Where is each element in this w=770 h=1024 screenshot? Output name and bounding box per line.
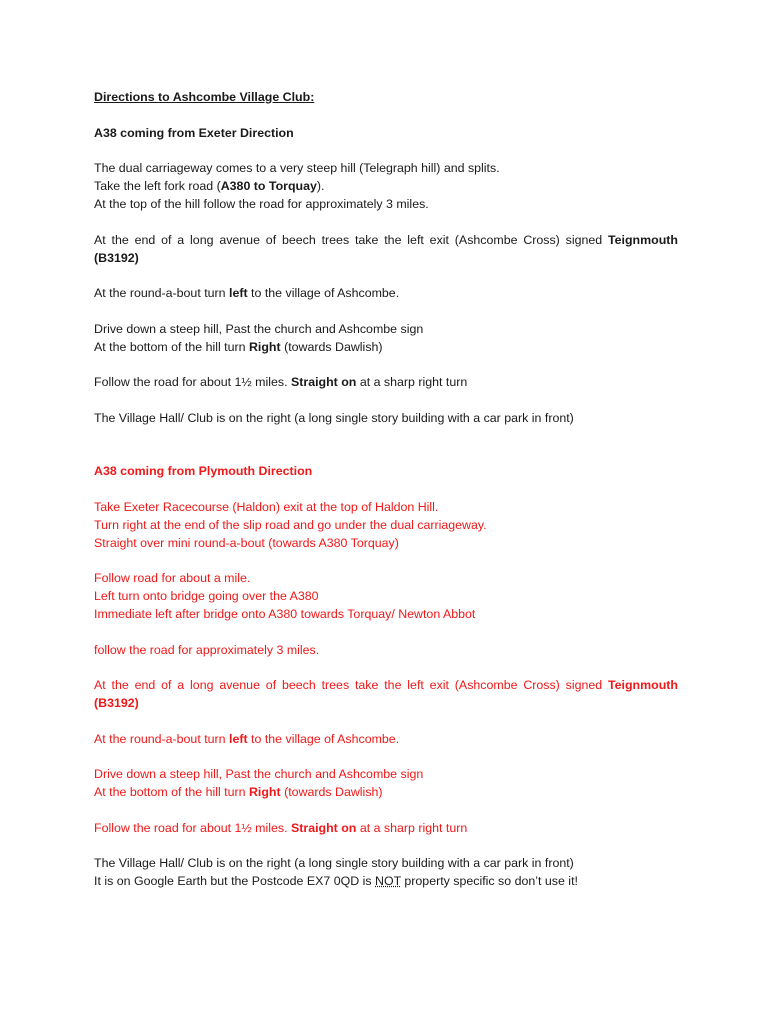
emphasis-direction: Straight on [290, 820, 357, 835]
plymouth-step-text: Left turn onto bridge going over the A380 [94, 589, 319, 603]
plymouth-step-text: Follow road for about a mile. [94, 571, 251, 585]
closing-text: It is on Google Earth but the Postcode EX7 0QD is NOT property specific so don’t use it! [94, 874, 578, 888]
plymouth-step-text: Follow the road for about 1½ miles. Straight on at a sharp right turn [94, 820, 468, 835]
emphasis-sign: Teignmouth (B3192) [94, 232, 678, 265]
closing-text: The Village Hall/ Club is on the right (a long single story building with a car park in front) [94, 856, 574, 870]
exeter-heading: A38 coming from Exeter Direction [94, 125, 294, 140]
emphasis-direction: Right [248, 339, 281, 354]
exeter-step-text: The Village Hall/ Club is on the right (a long single story building with a car park in front) [94, 410, 574, 425]
emphasis-direction: left [229, 286, 248, 300]
plymouth-step-text: At the end of a long avenue of beech trees take the left exit (Ashcombe Cross) signed Teignmouth (B3192) [94, 678, 678, 710]
exeter-step-text: Follow the road for about 1½ miles. Straight on at a sharp right turn [94, 375, 468, 389]
emphasis-direction: left [229, 731, 248, 746]
document-page [94, 88, 678, 890]
exeter-step-text: Take the left fork road (A380 to Torquay). [94, 179, 325, 193]
plymouth-step-text: Straight over mini round-a-bout (towards A380 Torquay) [94, 535, 399, 550]
page-title: Directions to Ashcombe Village Club: [94, 90, 315, 104]
plymouth-heading: A38 coming from Plymouth Direction [94, 464, 313, 478]
exeter-directions-section [94, 124, 678, 427]
exeter-step-text: The dual carriageway comes to a very steep hill (Telegraph hill) and splits. [94, 161, 500, 175]
emphasis-road: A380 to Torquay [220, 179, 317, 193]
plymouth-step-text: At the round-a-bout turn left to the village of Ashcombe. [94, 731, 400, 746]
plymouth-step-text: Turn right at the end of the slip road and go under the dual carriageway. [94, 517, 487, 532]
exeter-step-text: At the top of the hill follow the road for approximately 3 miles. [94, 197, 429, 211]
exeter-step-text: At the end of a long avenue of beech trees take the left exit (Ashcombe Cross) signed Teignmouth (B3192) [94, 232, 678, 265]
emphasis-direction: Straight on [290, 375, 357, 389]
exeter-step-text: Drive down a steep hill, Past the church and Ashcombe sign [94, 321, 424, 336]
plymouth-step-text: Take Exeter Racecourse (Haldon) exit at the top of Haldon Hill. [94, 499, 439, 514]
closing-notes-section [94, 854, 678, 890]
plymouth-step-text: follow the road for approximately 3 miles. [94, 642, 320, 657]
exeter-step-text: At the bottom of the hill turn Right (towards Dawlish) [94, 339, 383, 354]
plymouth-step-text: Immediate left after bridge onto A380 towards Torquay/ Newton Abbot [94, 607, 476, 621]
emphasis-direction: Right [248, 785, 281, 799]
plymouth-step-text: At the bottom of the hill turn Right (towards Dawlish) [94, 785, 383, 799]
plymouth-directions-section [94, 462, 678, 837]
exeter-step-text: At the round-a-bout turn left to the village of Ashcombe. [94, 286, 400, 300]
plymouth-step-text: Drive down a steep hill, Past the church and Ashcombe sign [94, 767, 424, 781]
emphasis-sign: Teignmouth (B3192) [94, 678, 678, 710]
emphasis-not: NOT [375, 874, 401, 888]
